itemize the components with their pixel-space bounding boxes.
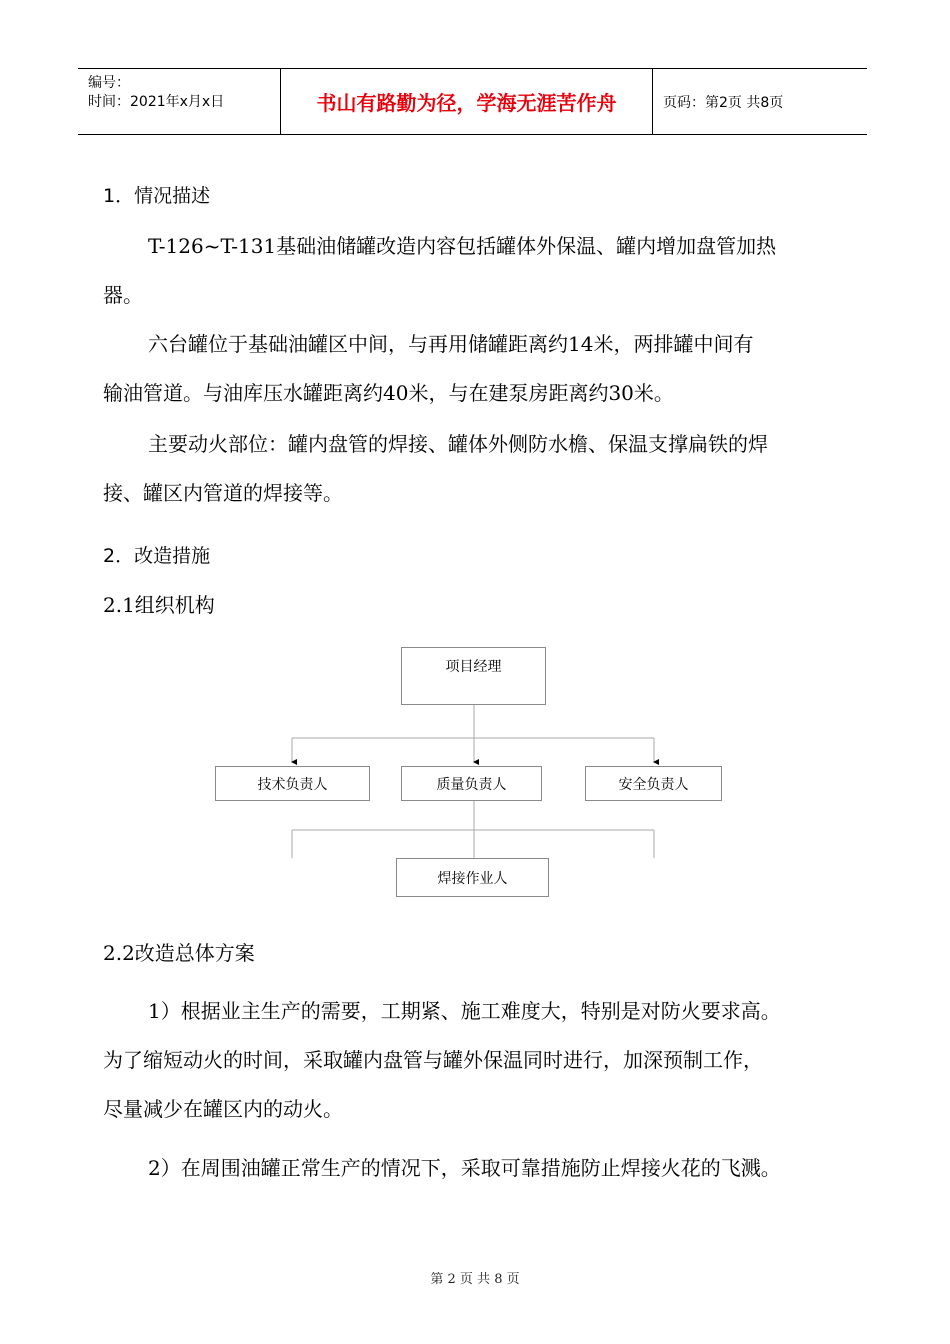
org-box-welder: 焊接作业人 [396, 858, 549, 897]
paragraph-text: 为了缩短动火的时间，采取罐内盘管与罐外保温同时进行，加深预制工作， [103, 1048, 763, 1072]
org-box-safety: 安全负责人 [585, 766, 722, 801]
subsection-heading: 2.2改造总体方案 [103, 941, 255, 965]
paragraph-text: T-126~T-131基础油储罐改造内容包括罐体外保温、罐内增加盘管加热 [148, 234, 777, 258]
paragraph-text: 六台罐位于基础油罐区中间，与再用储罐距离约14米，两排罐中间有 [148, 332, 754, 356]
section-1-heading: 1．情况描述 [103, 185, 211, 207]
header-motto: 书山有路勤为径，学海无涯苦作舟 [316, 91, 617, 115]
section-2-heading: 2．改造措施 [103, 545, 211, 567]
paragraph-text: 器。 [103, 283, 143, 307]
page-footer: 第 2 页 共 8 页 [430, 1272, 520, 1287]
paragraph-text: 主要动火部位：罐内盘管的焊接、罐体外侧防水檐、保温支撑扁铁的焊 [148, 432, 768, 456]
number-label: 编号： [88, 75, 130, 91]
paragraph-text: 1）根据业主生产的需要，工期紧、施工难度大，特别是对防火要求高。 [148, 999, 781, 1023]
paragraph-text: 输油管道。与油库压水罐距离约40米，与在建泵房距离约30米。 [103, 381, 674, 405]
subsection-heading: 2.1组织机构 [103, 593, 215, 617]
header-page-info: 页码：第2页 共8页 [663, 94, 784, 111]
org-box-tech: 技术负责人 [215, 766, 370, 801]
paragraph-text: 尽量减少在罐区内的动火。 [103, 1097, 343, 1121]
time-label: 时间：2021年x月x日 [88, 94, 225, 110]
paragraph-text: 2）在周围油罐正常生产的情况下，采取可靠措施防止焊接火花的飞溅。 [148, 1156, 781, 1180]
org-box-quality: 质量负责人 [401, 766, 542, 801]
org-box-manager: 项目经理 [401, 647, 546, 705]
paragraph-text: 接、罐区内管道的焊接等。 [103, 481, 343, 505]
